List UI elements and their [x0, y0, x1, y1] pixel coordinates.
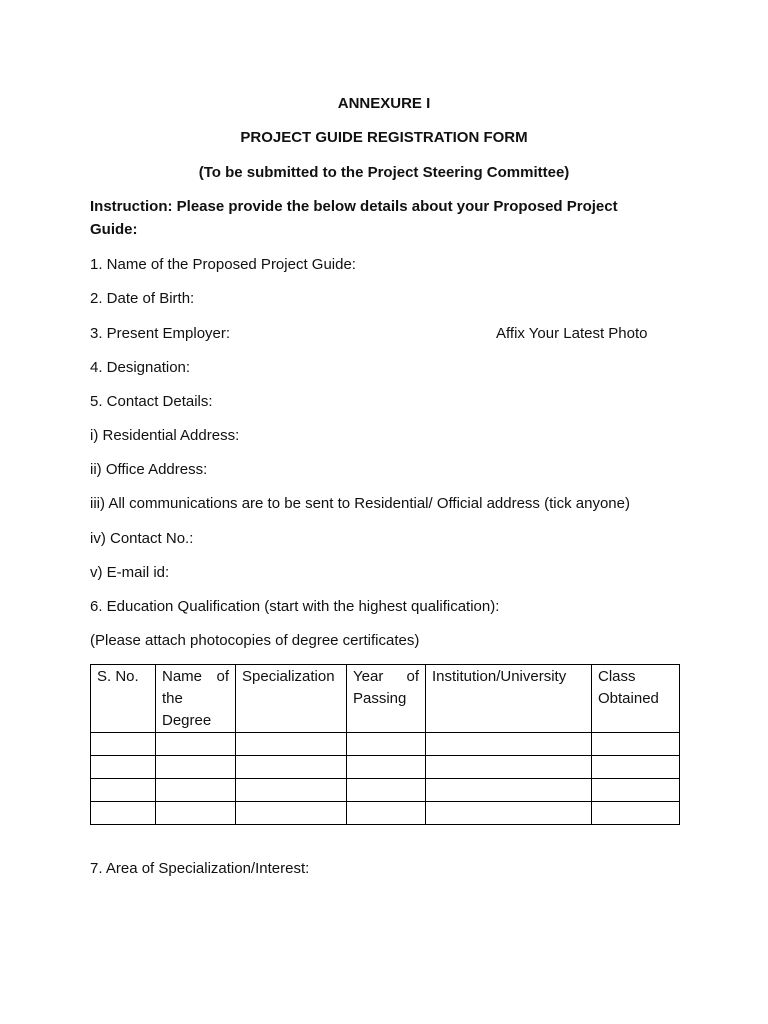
field-guide-name: 1. Name of the Proposed Project Guide: [90, 256, 356, 273]
table-cell[interactable] [156, 779, 236, 802]
field-date-of-birth: 2. Date of Birth: [90, 290, 195, 307]
table-row [91, 733, 680, 756]
field-email: v) E-mail id: [90, 564, 170, 581]
table-cell[interactable] [156, 733, 236, 756]
field-contact-number: iv) Contact No.: [90, 530, 194, 547]
field-education-qualification: 6. Education Qualification (start with the highest qualification): [90, 598, 500, 615]
header-degree-name: Name of the Degree [156, 665, 236, 733]
education-table [90, 664, 680, 825]
instruction-line-2: Guide: [90, 221, 138, 238]
table-cell[interactable] [592, 733, 680, 756]
table-row [91, 802, 680, 825]
table-cell[interactable] [91, 756, 156, 779]
table-cell[interactable] [236, 802, 347, 825]
table-cell[interactable] [426, 802, 592, 825]
table-row [91, 756, 680, 779]
table-cell[interactable] [91, 802, 156, 825]
table-cell[interactable] [426, 779, 592, 802]
table-header-row [91, 665, 680, 733]
table-cell[interactable] [426, 733, 592, 756]
table-cell[interactable] [592, 779, 680, 802]
field-area-of-specialization: 7. Area of Specialization/Interest: [90, 860, 310, 877]
field-residential-address: i) Residential Address: [90, 427, 240, 444]
form-subtitle: (To be submitted to the Project Steering Committee) [198, 164, 570, 181]
table-cell[interactable] [91, 733, 156, 756]
header-class-obtained: Class Obtained [592, 665, 680, 733]
field-contact-details: 5. Contact Details: [90, 393, 213, 410]
photo-placeholder-label: Affix Your Latest Photo [496, 325, 648, 342]
table-cell[interactable] [347, 756, 426, 779]
header-specialization: Specialization [236, 665, 347, 733]
table-cell[interactable] [592, 756, 680, 779]
field-office-address: ii) Office Address: [90, 461, 208, 478]
table-cell[interactable] [347, 733, 426, 756]
table-cell[interactable] [236, 779, 347, 802]
field-communications: iii) All communications are to be sent to Residential/ Official address (tick anyone) [90, 495, 630, 512]
table-cell[interactable] [347, 779, 426, 802]
table-cell[interactable] [592, 802, 680, 825]
header-institution: Institution/University [426, 665, 592, 733]
attach-certificates-note: (Please attach photocopies of degree certificates) [90, 632, 420, 649]
table-cell[interactable] [156, 802, 236, 825]
table-cell[interactable] [347, 802, 426, 825]
table-cell[interactable] [236, 756, 347, 779]
field-present-employer: 3. Present Employer: [90, 325, 231, 342]
table-cell[interactable] [236, 733, 347, 756]
instruction-line-1: Instruction: Please provide the below details about your Proposed Project [90, 198, 618, 215]
table-row [91, 779, 680, 802]
header-year-of-passing: Year of Passing [347, 665, 426, 733]
table-cell[interactable] [426, 756, 592, 779]
header-serial-number: S. No. [91, 665, 156, 733]
table-cell[interactable] [91, 779, 156, 802]
field-designation: 4. Designation: [90, 359, 191, 376]
annexure-heading: ANNEXURE I [337, 95, 431, 112]
form-title: PROJECT GUIDE REGISTRATION FORM [240, 129, 528, 146]
table-cell[interactable] [156, 756, 236, 779]
